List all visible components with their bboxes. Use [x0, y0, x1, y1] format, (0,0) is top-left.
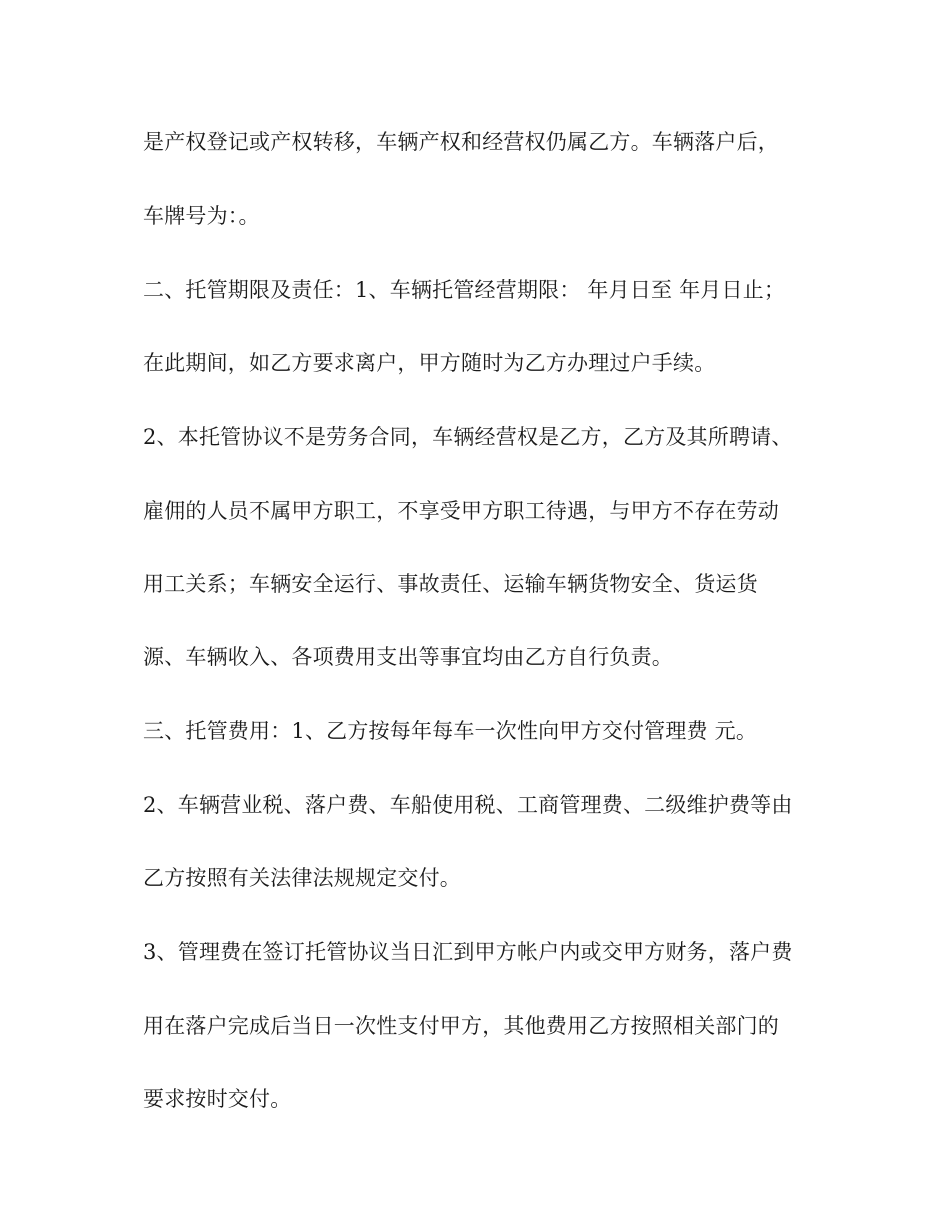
text-line: 雇佣的人员不属甲方职工，不享受甲方职工待遇，与甲方不存在劳动: [143, 499, 779, 523]
text-line: 2、车辆营业税、落户费、车船使用税、工商管理费、二级维护费等由: [143, 793, 793, 817]
text-line: 三、托管费用：1、乙方按每年每车一次性向甲方交付管理费 元。: [143, 719, 758, 743]
text-line: 源、车辆收入、各项费用支出等事宜均由乙方自行负责。: [143, 645, 673, 669]
text-line: 用工关系；车辆安全运行、事故责任、运输车辆货物安全、货运货: [143, 572, 758, 596]
text-line: 3、管理费在签订托管协议当日汇到甲方帐户内或交甲方财务，落户费: [143, 940, 793, 964]
text-line: 车牌号为：。: [143, 204, 260, 228]
text-line: 2、本托管协议不是劳务合同，车辆经营权是乙方，乙方及其所聘请、: [143, 425, 793, 449]
text-line: 二、托管期限及责任：1、车辆托管经营期限： 年月日至 年月日止；: [143, 278, 786, 302]
text-line: 是产权登记或产权转移，车辆产权和经营权仍属乙方。车辆落户后，: [143, 130, 779, 154]
text-line: 乙方按照有关法律法规规定交付。: [143, 866, 461, 890]
text-line: 用在落户完成后当日一次性支付甲方，其他费用乙方按照相关部门的: [143, 1014, 779, 1038]
text-line: 要求按时交付。: [143, 1087, 292, 1111]
text-line: 在此期间，如乙方要求离户，甲方随时为乙方办理过户手续。: [143, 351, 716, 375]
